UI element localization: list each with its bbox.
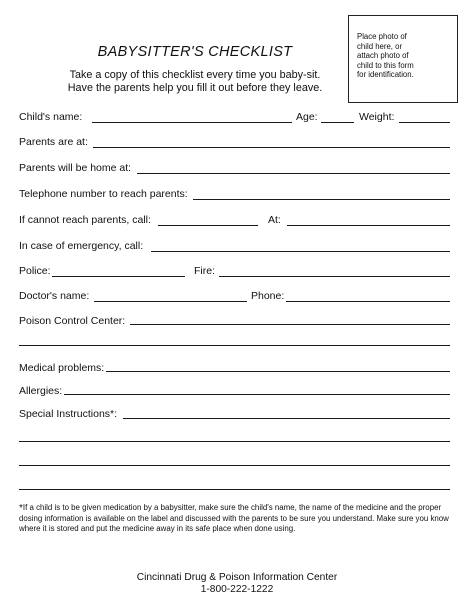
parents-home-label: Parents will be home at: (19, 162, 132, 174)
photo-instruction-line: for identification. (357, 70, 414, 80)
parents-home-field[interactable] (137, 173, 450, 174)
parents-at-field[interactable] (93, 147, 450, 148)
footer-organization: Cincinnati Drug & Poison Information Center (136, 572, 338, 583)
photo-instruction-line: attach photo of (357, 51, 409, 61)
allergies-field[interactable] (64, 394, 450, 395)
doctor-field[interactable] (94, 301, 247, 302)
page-title: BABYSITTER'S CHECKLIST (97, 44, 293, 60)
allergies-label: Allergies: (19, 385, 63, 397)
medication-footnote (19, 503, 459, 535)
emergency-field[interactable] (151, 251, 450, 252)
photo-instruction-line: child to this form (357, 60, 414, 70)
photo-placeholder-box[interactable] (348, 15, 458, 103)
poison-control-label: Poison Control Center: (19, 315, 126, 327)
special-instructions-label: Special Instructions*: (19, 408, 118, 420)
fire-field[interactable] (219, 276, 450, 277)
medical-problems-label: Medical problems: (19, 362, 105, 374)
photo-instructions (357, 32, 449, 80)
subtitle-line-1: Take a copy of this checklist every time you baby-sit. (69, 69, 321, 81)
doctor-label: Doctor's name: (19, 290, 90, 302)
subtitle-line-2: Have the parents help you fill it out before they leave. (67, 82, 323, 94)
weight-label: Weight: (359, 111, 395, 123)
poison-control-field-line-2[interactable] (19, 345, 450, 346)
footnote-asterisk: * (19, 503, 23, 514)
special-instructions-line-3[interactable] (19, 465, 450, 466)
poison-control-field[interactable] (130, 324, 450, 325)
medical-problems-field[interactable] (106, 371, 450, 372)
age-field[interactable] (321, 122, 354, 123)
cannot-reach-label: If cannot reach parents, call: (19, 214, 151, 226)
special-instructions-line-2[interactable] (19, 441, 450, 442)
cannot-reach-field[interactable] (158, 225, 258, 226)
phone-field[interactable] (286, 301, 450, 302)
at-label: At: (268, 214, 281, 226)
emergency-label: In case of emergency, call: (19, 240, 144, 252)
footer-phone: 1-800-222-1222 (200, 584, 274, 595)
police-label: Police: (19, 265, 51, 277)
age-label: Age: (296, 111, 318, 123)
photo-instruction-line: child here, or (357, 41, 403, 51)
parents-at-label: Parents are at: (19, 136, 88, 148)
childs-name-field[interactable] (92, 122, 292, 123)
phone-label: Phone: (251, 290, 285, 302)
special-instructions-line-4[interactable] (19, 489, 450, 490)
footnote-text: If a child is to be given medication by a babysitter, make sure the child's name, the name of the medicine and the proper dosing information is available on the label and discussed with the parents to be sure you understand. Make sure you know where it is stored and put the medicine away in its safe place when done using. (19, 503, 449, 534)
special-instructions-field[interactable] (123, 418, 450, 419)
telephone-label: Telephone number to reach parents: (19, 188, 188, 200)
weight-field[interactable] (399, 122, 450, 123)
childs-name-label: Child's name: (19, 111, 83, 123)
police-field[interactable] (52, 276, 185, 277)
fire-label: Fire: (194, 265, 215, 277)
telephone-field[interactable] (193, 199, 450, 200)
at-field[interactable] (287, 225, 450, 226)
photo-instruction-line: Place photo of (357, 32, 407, 41)
